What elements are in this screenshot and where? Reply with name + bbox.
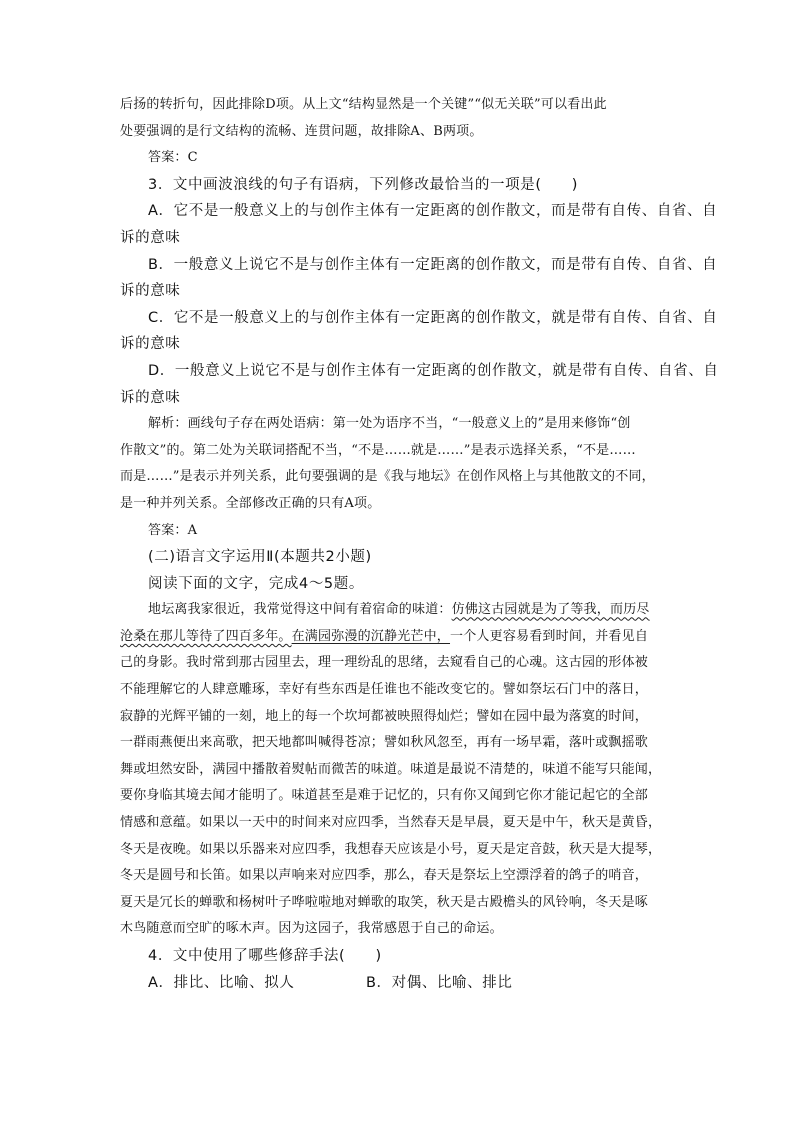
answer-3: 答案：A xyxy=(148,522,198,538)
analysis-line: 是一种并列关系。全部修改正确的只有A项。 xyxy=(120,495,381,511)
passage-line xyxy=(120,597,680,624)
passage-line xyxy=(120,624,680,651)
question-3-option-d-cont: 诉的意味 xyxy=(120,389,181,406)
answer-2: 答案：C xyxy=(148,150,198,166)
passage-line: 要你身临其境去闻才能明了。味道甚至是难于记忆的，只有你又闻到它你才能记起它的全部 xyxy=(120,788,649,804)
question-4-options xyxy=(120,970,680,997)
section-title: (二)语言文字运用Ⅱ(本题共2小题) xyxy=(148,549,372,566)
explanation-line: 处要强调的是行文结构的流畅、连贯问题，故排除A、B两项。 xyxy=(120,123,483,139)
passage-line: 寂静的光辉平铺的一刻，地上的每一个坎坷都被映照得灿烂；譬如在园中最为落寞的时间， xyxy=(120,708,649,724)
passage-line: 木鸟随意而空旷的啄木声。因为这园子，我常感恩于自己的命运。 xyxy=(120,921,503,937)
passage-text: 一个人更容易看到时间，并看见自 xyxy=(450,628,649,644)
question-3-option-d: D．一般意义上说它不是与创作主体有一定距离的创作散文，就是带有自传、自省、自 xyxy=(148,362,719,379)
passage-line: 情感和意蕴。如果以一天中的时间来对应四季，当然春天是早晨，夏天是中午，秋天是黄昏， xyxy=(120,815,662,831)
analysis-line: 解析：画线句子存在两处语病：第一处为语序不当，“一般意义上的”是用来修饰“创 xyxy=(148,416,631,432)
question-3-option-c-cont: 诉的意味 xyxy=(120,336,181,353)
analysis-line: 而是……”是表示并列关系，此句要强调的是《我与地坛》在创作风格上与其他散文的不同， xyxy=(120,469,655,485)
passage-line: 冬天是圆号和长笛。如果以声响来对应四季，那么，春天是祭坛上空漂浮着的鸽子的哨音， xyxy=(120,868,649,884)
passage-line: 不能理解它的人肆意雕琢，幸好有些东西是任谁也不能改变它的。譬如祭坛石门中的落日， xyxy=(120,682,649,698)
question-4-option-a: A．排比、比喻、拟人 xyxy=(148,974,295,991)
question-3-option-a-cont: 诉的意味 xyxy=(120,229,181,246)
question-3-stem: 3．文中画波浪线的句子有语病，下列修改最恰当的一项是( ) xyxy=(148,176,579,193)
question-4-option-b: B．对偶、比喻、排比 xyxy=(366,974,513,991)
question-3-option-a: A．它不是一般意义上的与创作主体有一定距离的创作散文，而是带有自传、自省、自 xyxy=(148,203,718,220)
question-3-option-c: C．它不是一般意义上的与创作主体有一定距离的创作散文，就是带有自传、自省、自 xyxy=(148,309,718,326)
wavy-underlined-sentence: 沧桑在那儿等待了四百多年。 xyxy=(120,628,292,644)
explanation-line: 后扬的转折句，因此排除D项。从上文“结构显然是一个关键”“似无关联”可以看出此 xyxy=(120,97,607,112)
question-4-stem: 4．文中使用了哪些修辞手法( ) xyxy=(148,948,382,964)
analysis-line: 作散文”的。第二处为关联词搭配不当，“不是……就是……”是表示选择关系，“不是…… xyxy=(120,442,636,458)
page-content xyxy=(120,92,719,996)
passage-line: 夏天是冗长的蝉歌和杨树叶子哗啦啦地对蝉歌的取笑，秋天是古殿檐头的风铃响，冬天是啄 xyxy=(120,894,649,910)
passage-line: 一群雨燕便出来高歌，把天地都叫喊得苍凉；譬如秋风忽至，再有一场早霜，落叶或飘摇歌 xyxy=(120,735,649,751)
underlined-sentence: 在满园弥漫的沉静光芒中， xyxy=(291,628,451,644)
question-3-option-b-cont: 诉的意味 xyxy=(120,283,181,300)
passage-line: 冬天是夜晚。如果以乐器来对应四季，我想春天应该是小号，夏天是定音鼓，秋天是大提琴， xyxy=(120,841,662,857)
passage-text: 地坛离我家很近，我常觉得这中间有着宿命的味道： xyxy=(148,602,452,618)
passage-line: 己的身影。我时常到那古园里去，理一理纷乱的思绪，去窥看自己的心魂。这古园的形体被 xyxy=(120,655,649,671)
wavy-underlined-sentence: 仿佛这古园就是为了等我，而历尽 xyxy=(451,602,650,618)
question-3-option-b: B．一般意义上说它不是与创作主体有一定距离的创作散文，而是带有自传、自省、自 xyxy=(148,256,718,273)
passage-line: 舞或坦然安卧，满园中播散着熨帖而微苦的味道。味道是最说不清楚的，味道不能写只能闻， xyxy=(120,761,662,777)
section-instruction: 阅读下面的文字，完成4～5题。 xyxy=(148,575,364,592)
